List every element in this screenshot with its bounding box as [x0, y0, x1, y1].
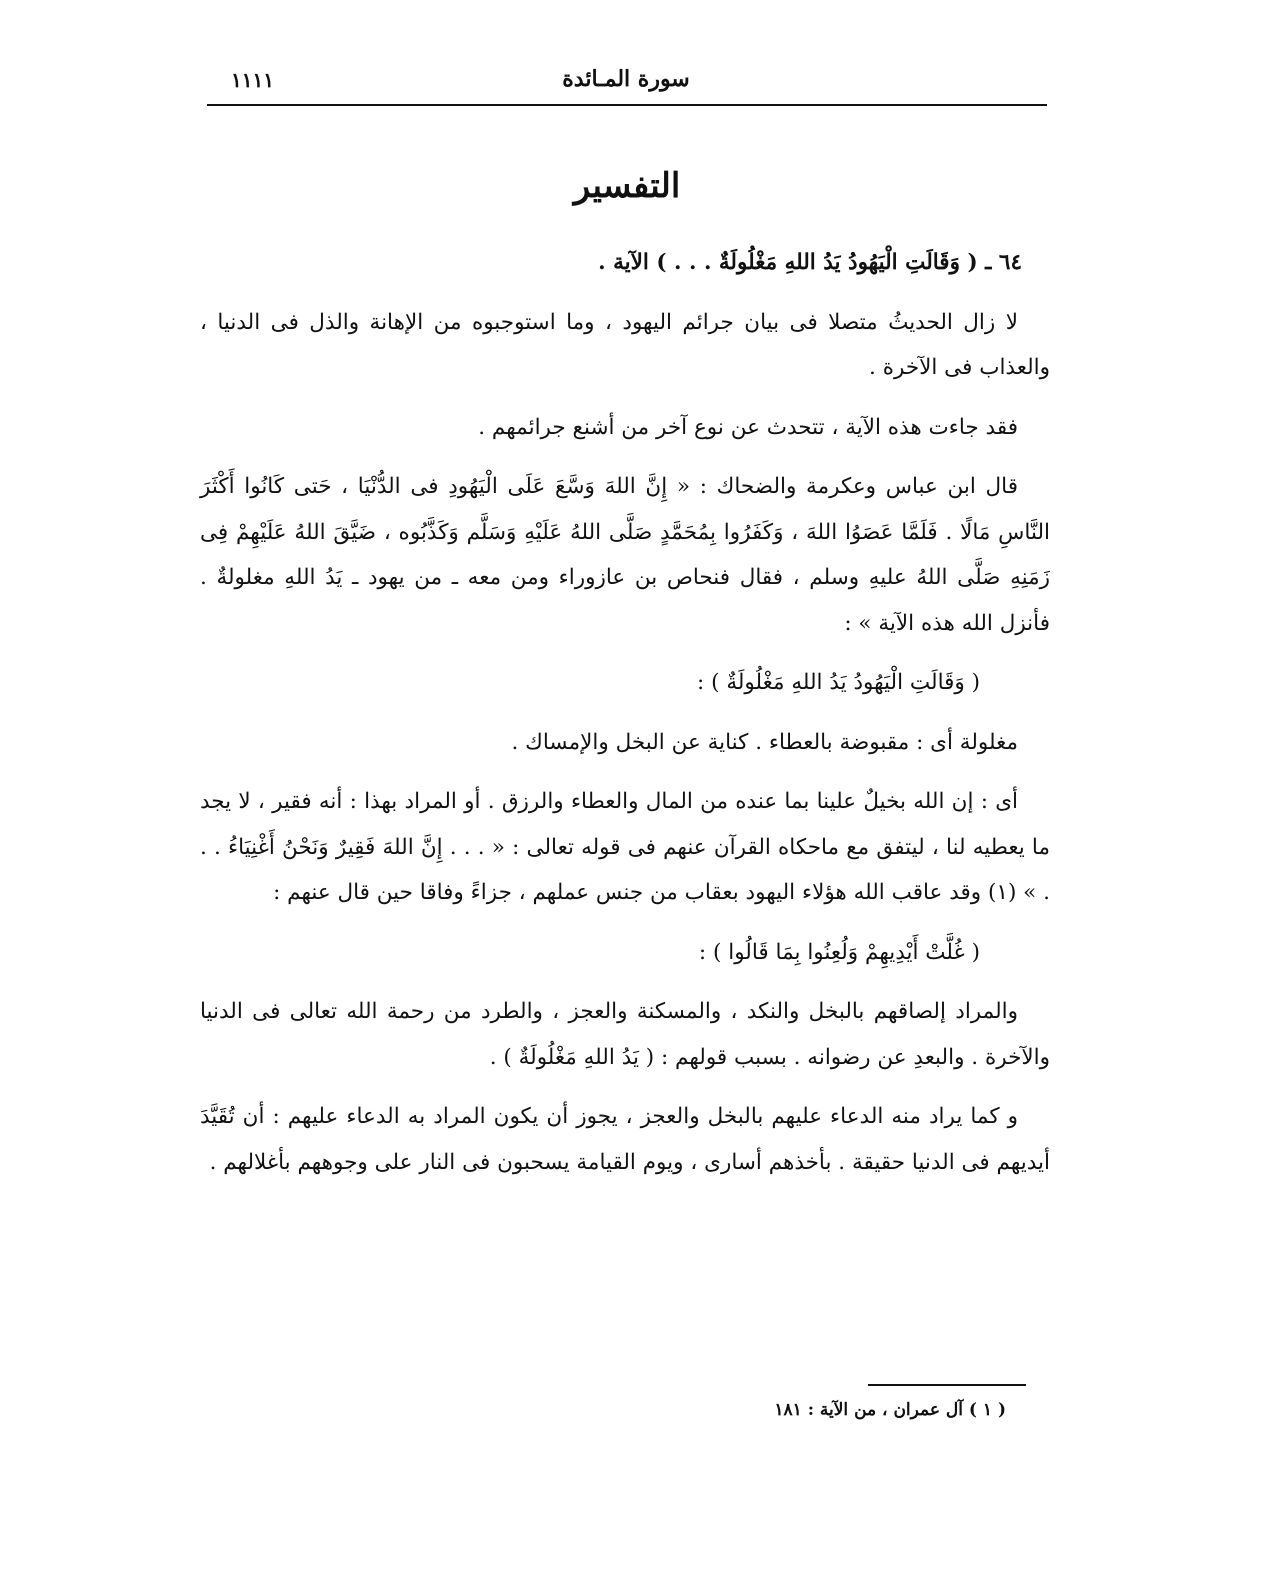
paragraph-4: مغلولة أى : مقبوضة بالعطاء . كناية عن البخل والإمساك .: [511, 729, 1018, 755]
page-header: [207, 62, 1045, 102]
footnote: ( ١ ) آل عمران ، من الآية : ١٨١: [774, 1400, 1006, 1420]
section-title: التفسير: [573, 166, 681, 206]
surah-name: سورة المـائدة: [562, 66, 690, 92]
body-text: [200, 240, 1050, 1199]
page-number: ١١١١: [231, 68, 274, 92]
paragraph-5: أى : إن الله بخيلٌ علينا بما عنده من المال والعطاء والرزق . أو المراد بهذا : أنه فقير ، لا يجد ما يعطيه لنا ، ليتفق مع ماحكاه القرآن عنهم فى قوله تعالى : « . . . إِنَّ اللهَ فَقِيرٌ وَنَحْنُ أَغْنِيَاءُ . . . » (١) وقد عاقب الله هؤلاء اليهود بعقاب من جنس عملهم ، جزاءً وفاقا حين قال عنهم :: [200, 789, 1050, 905]
paragraph-1: لا زال الحديثُ متصلا فى بيان جرائم اليهود ، وما استوجبوه من الإهانة والذل فى الدنيا ، والعذاب فى الآخرة .: [200, 309, 1050, 380]
footnote-rule: [868, 1384, 1026, 1386]
paragraph-3: قال ابن عباس وعكرمة والضحاك : « إِنَّ اللهَ وَسَّعَ عَلَى الْيَهُودِ فى الدُّنْيَا ، حَتى كَانُوا أَكْثَرَ النَّاسِ مَالًا . فَلَمَّا عَصَوُا اللهَ ، وَكَفَرُوا بِمُحَمَّدٍ صَلَّى اللهُ عَلَيْهِ وَسَلَّم وَكَذَّبُوه ، ضَيَّقَ اللهُ عَلَيْهِمْ فِى زَمَنِهِ صَلَّى اللهُ عليهِ وسلم ، فقال فنحاص بن عازوراء ومن معه ـ من يهود ـ يَدُ اللهِ مغلولةٌ . فأنزل الله هذه الآية » :: [200, 474, 1050, 636]
quoted-verse-1: ( وَقَالَتِ الْيَهُودُ يَدُ اللهِ مَغْلُولَةٌ ) :: [697, 670, 980, 695]
header-rule: [207, 104, 1047, 106]
paragraph-7: و كما يراد منه الدعاء عليهم بالبخل والعجز ، يجوز أن يكون المراد به الدعاء عليهم : أن تُقَيَّدَ أيديهم فى الدنيا حقيقة . بأخذهم أسارى ، ويوم القيامة يسحبون فى النار على وجوههم بأغلالهم .: [200, 1104, 1050, 1175]
paragraph-2: فقد جاءت هذه الآية ، تتحدث عن نوع آخر من أشنع جرائمهم .: [478, 414, 1018, 440]
quoted-verse-2: ( غُلَّتْ أَيْدِيهِمْ وَلُعِنُوا بِمَا قَالُوا ) :: [698, 939, 980, 965]
paragraph-6: والمراد إلصاقهم بالبخل والنكد ، والمسكنة والعجز ، والطرد من رحمة الله تعالى فى الدنيا والآخرة . والبعدِ عن رضوانه . بسبب قولهم : ( يَدُ اللهِ مَغْلُولَةٌ ) .: [200, 999, 1050, 1070]
verse-heading: ٦٤ ـ ( وَقَالَتِ الْيَهُودُ يَدُ اللهِ مَغْلُولَةٌ . . . ) الآية .: [598, 250, 1022, 275]
